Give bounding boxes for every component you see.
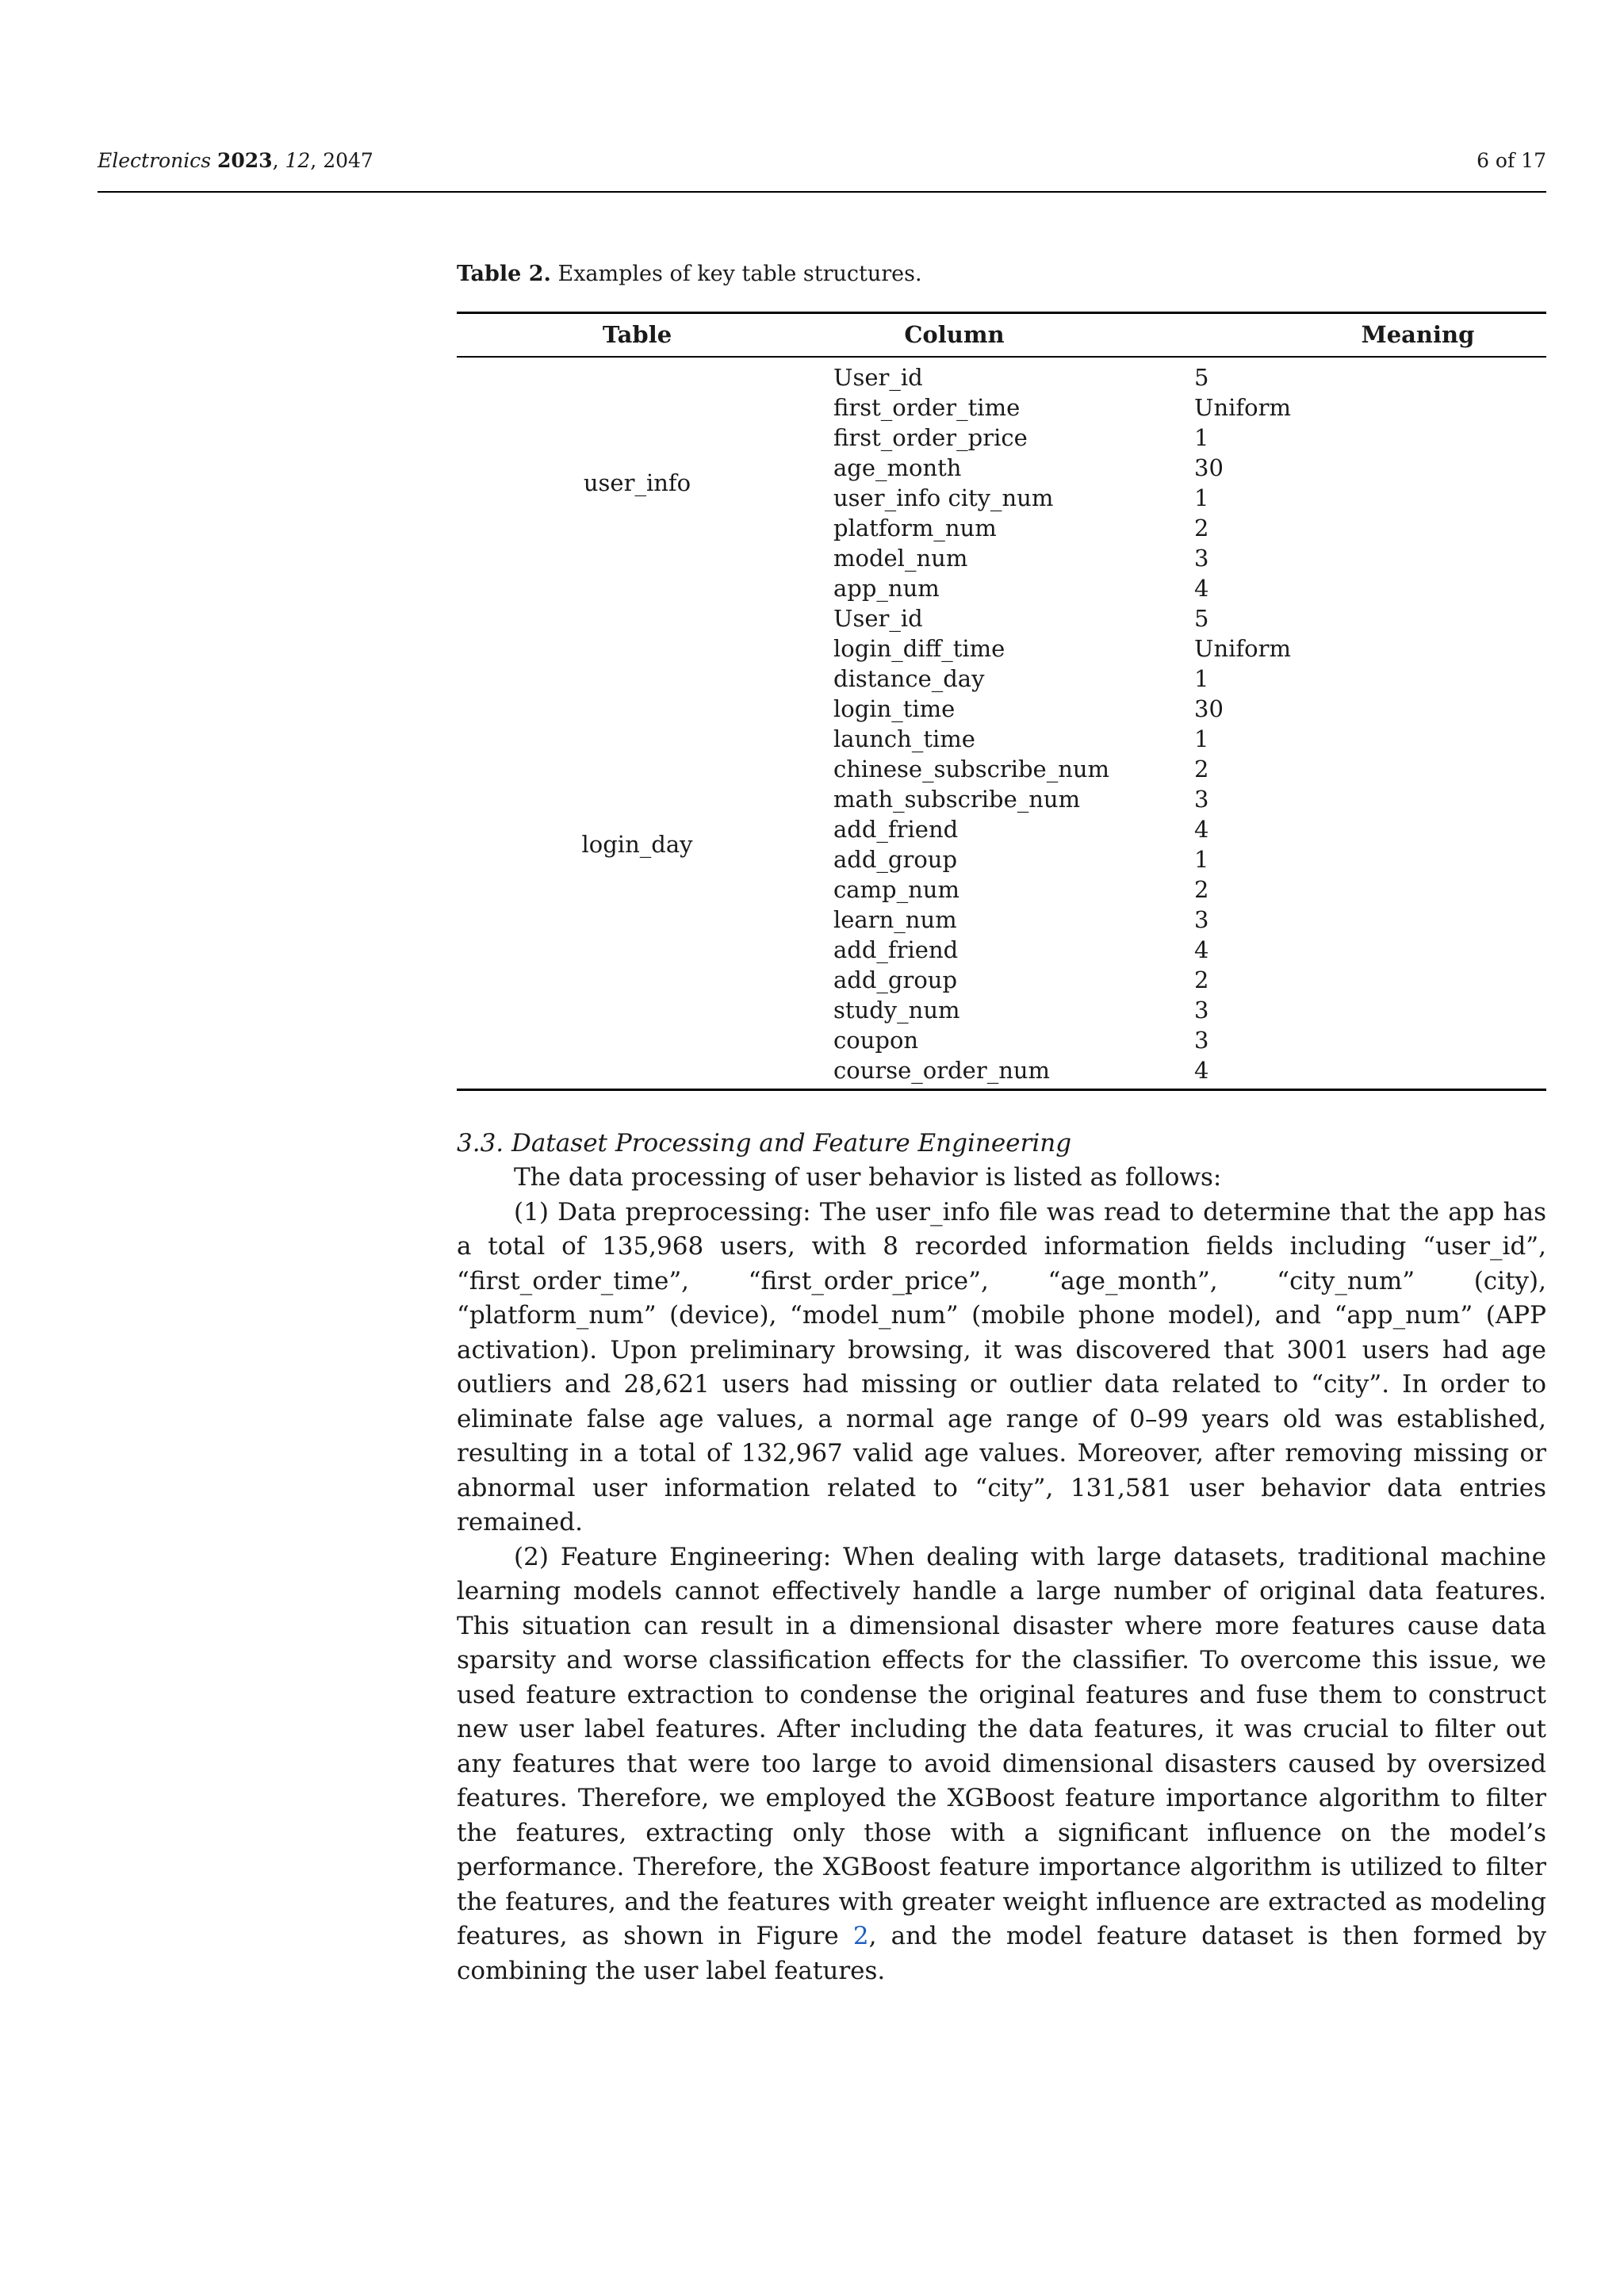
table-row — [457, 905, 1546, 935]
table-cell-meaning: 3 — [1194, 905, 1209, 933]
table-cell-column: camp_num — [833, 875, 959, 903]
table-header-row — [457, 314, 1546, 356]
table-cell-column: coupon — [833, 1026, 919, 1054]
table-cell-column: age_month — [833, 453, 962, 481]
key-table — [457, 312, 1546, 1091]
table-row — [457, 874, 1546, 905]
table-row — [457, 694, 1546, 724]
journal-year: 2023 — [216, 149, 273, 172]
table-header-table: Table — [602, 321, 672, 348]
table-cell-meaning: Uniform — [1194, 634, 1291, 662]
table-cell-meaning: 1 — [1194, 664, 1209, 692]
table-row — [457, 513, 1546, 543]
preprocessing-paragraph: (1) Data preprocessing: The user_info file was read to determine that the app has a total of 135,968 users, with 8 recorded information fields including “user_id”, “first_order_time”, “first_order_price”, “age_month”, “city_num” (city), “platform_num” (device), “model_num” (mobile phone model), and “app_num” (APP activation). Upon preliminary browsing, it was discovered that 3001 users had age outliers and 28,621 users had missing or outlier data related to “city”. In order to eliminate false age values, a normal age range of 0–99 years old was established, resulting in a total of 132,967 valid age values. Moreover, after removing missing or abnormal user information related to “city”, 131,581 user behavior data entries remained. — [457, 1197, 1546, 1536]
table-cell-meaning: 1 — [1194, 845, 1209, 873]
table-cell-meaning: 5 — [1194, 604, 1209, 632]
table-cell-column: course_order_num — [833, 1056, 1051, 1084]
header-rule — [98, 191, 1546, 193]
table-cell-meaning: 3 — [1194, 996, 1209, 1024]
section-heading: 3.3. Dataset Processing and Feature Engineering — [457, 1129, 1072, 1158]
table-cell-column: app_num — [833, 574, 940, 602]
table-row — [457, 362, 1546, 392]
table-cell-column: model_num — [833, 544, 968, 572]
table-cell-meaning: 3 — [1194, 785, 1209, 813]
table-cell-meaning: 2 — [1194, 875, 1209, 903]
table-row — [457, 814, 1546, 858]
feature-engineering-text-1: (2) Feature Engineering: When dealing with large datasets, traditional machine learning models cannot effectively handle a large number of original data features. This situation can result in a dimensional disaster where more features cause data sparsity and worse classification effects for the classifier. To overcome this issue, we used feature extraction to condense the original features and fuse them to construct new user label features. After including the data features, it was crucial to filter out any features that were too large to avoid dimensional disasters caused by oversized features. Therefore, we employed the XGBoost feature importance algorithm to filter the features, extracting only those with a significant influence on the model’s performance. Therefore, the XGBoost feature importance algorithm is utilized to filter the features, and the features with greater weight influence are extracted as modeling features, as shown in Figure — [457, 1542, 1546, 1950]
table-cell-meaning: 4 — [1194, 1056, 1209, 1084]
table-cell-column: add_group — [833, 966, 958, 993]
table-row — [457, 724, 1546, 754]
table-row — [457, 965, 1546, 995]
table-row — [457, 754, 1546, 784]
table-row — [457, 573, 1546, 603]
journal-volume: 12 — [285, 149, 311, 172]
table-cell-meaning: 3 — [1194, 544, 1209, 572]
table-cell-column: platform_num — [833, 514, 997, 541]
table-caption-label: Table 2. — [457, 262, 551, 286]
table-cell-meaning: 2 — [1194, 514, 1209, 541]
table-row — [457, 1055, 1546, 1085]
table-cell-column: login_diff_time — [833, 634, 1005, 662]
table-row — [457, 483, 1546, 513]
table-body — [457, 358, 1546, 1089]
feature-engineering-paragraph — [457, 1540, 1546, 1989]
table-row — [457, 543, 1546, 573]
table-row — [457, 664, 1546, 694]
table-cell-meaning: 3 — [1194, 1026, 1209, 1054]
journal-name: Electronics — [98, 149, 212, 172]
feature-engineering-text-2: , and the model feature dataset is then formed by combining the user label features. — [457, 1922, 1546, 1985]
table-header-meaning: Meaning — [1361, 321, 1475, 348]
table-cell-column: chinese_subscribe_num — [833, 755, 1110, 783]
table-cell-meaning: 2 — [1194, 966, 1209, 993]
table-row — [457, 784, 1546, 814]
table-row — [457, 995, 1546, 1025]
table-cell-meaning: 1 — [1194, 423, 1209, 451]
journal-citation: Electronics 2023, 12, 2047 — [98, 149, 373, 172]
table-cell-meaning: 1 — [1194, 725, 1209, 752]
table-group-name: login_day — [581, 830, 693, 858]
table-cell-meaning: 5 — [1194, 363, 1209, 391]
table-cell-meaning: 4 — [1194, 815, 1209, 843]
table-cell-column: first_order_price — [833, 423, 1028, 451]
table-cell-column: distance_day — [833, 664, 985, 692]
table-row — [457, 935, 1546, 965]
table-cell-column: User_id — [833, 363, 923, 391]
table-bottom-rule — [457, 1089, 1546, 1091]
table-cell-column: first_order_time — [833, 393, 1021, 421]
table-caption-text: Examples of key table structures. — [557, 262, 922, 286]
table-cell-column: user_info city_num — [833, 484, 1054, 511]
table-cell-column: learn_num — [833, 905, 957, 933]
table-cell-meaning: 30 — [1194, 695, 1224, 722]
table-cell-column: add_group — [833, 845, 958, 873]
table-cell-column: User_id — [833, 604, 923, 632]
table-header-column: Column — [904, 321, 1005, 348]
table-row — [457, 633, 1546, 664]
table-cell-meaning: 4 — [1194, 936, 1209, 963]
table-cell-column: launch_time — [833, 725, 975, 752]
table-row — [457, 453, 1546, 496]
table-cell-column: math_subscribe_num — [833, 785, 1081, 813]
table-cell-meaning: Uniform — [1194, 393, 1291, 421]
article-number: 2047 — [323, 149, 373, 172]
table-row — [457, 392, 1546, 423]
table-group-name: user_info — [583, 469, 691, 496]
table-cell-meaning: 4 — [1194, 574, 1209, 602]
table-cell-column: study_num — [833, 996, 960, 1024]
page-number: 6 of 17 — [1477, 149, 1546, 172]
table-cell-column: login_time — [833, 695, 956, 722]
section-3-3 — [457, 1126, 1546, 1988]
table-cell-meaning: 30 — [1194, 453, 1224, 481]
table-row — [457, 423, 1546, 453]
table-row — [457, 603, 1546, 633]
table-caption — [457, 262, 922, 286]
figure-2-link[interactable]: 2 — [852, 1922, 869, 1950]
page-header — [98, 149, 1546, 181]
table-cell-meaning: 2 — [1194, 755, 1209, 783]
table-row — [457, 1025, 1546, 1055]
table-cell-meaning: 1 — [1194, 484, 1209, 511]
table-cell-column: add_friend — [833, 936, 959, 963]
table-row — [457, 844, 1546, 874]
table-cell-column: add_friend — [833, 815, 959, 843]
intro-paragraph: The data processing of user behavior is listed as follows: — [514, 1163, 1222, 1192]
